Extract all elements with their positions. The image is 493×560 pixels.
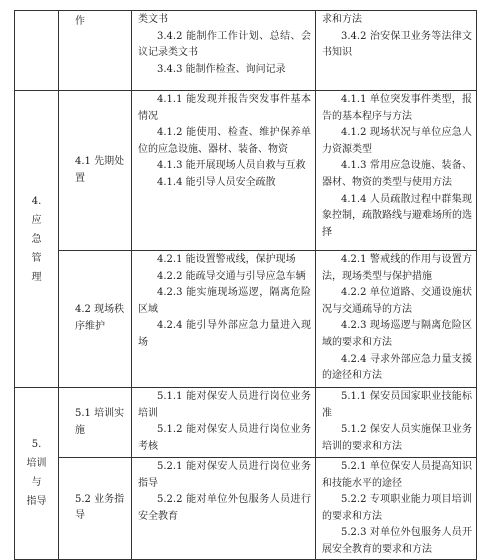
knowledge-requirements-cell	[316, 458, 477, 560]
function-cell-emergency-management	[15, 91, 59, 388]
knowledge-item: 4.2.2 单位道路、交通设施状况与交通疏导的方法	[322, 287, 472, 315]
work-content-cell	[59, 91, 132, 251]
skill-item: 4.2.4 能引导外部应急力量进入现场	[138, 320, 311, 348]
function-cell	[15, 11, 59, 91]
work-content-label: 4.1 先期处置	[75, 155, 125, 184]
skill-item: 3.4.3 能制作检查、询问记录	[157, 63, 286, 75]
skill-requirements-cell	[132, 458, 316, 560]
knowledge-item: 3.4.2 治安保卫业务等法律文书知识	[322, 30, 472, 59]
work-content-label: 5.2 业务指导	[75, 493, 125, 522]
skill-item: 5.1.2 能对保安人员进行岗位业务考核	[138, 424, 311, 452]
skill-item: 5.2.1 能对保安人员进行岗位业务指导	[138, 461, 311, 489]
skill-item: 4.2.1 能设置警戒线，保护现场	[157, 254, 296, 265]
skill-requirements-cell	[132, 251, 316, 388]
skill-requirements-cell	[132, 11, 316, 91]
knowledge-requirements-cell	[316, 388, 477, 458]
table-row	[15, 91, 477, 251]
table-row	[15, 251, 477, 388]
knowledge-item: 求和方法	[322, 14, 362, 25]
knowledge-item: 4.2.4 寻求外部应急力量支援的途径和方法	[322, 353, 472, 382]
skill-requirements-cell	[132, 388, 316, 458]
skill-item: 4.1.1 能发现并报告突发事件基本情况	[138, 94, 311, 122]
skill-item: 3.4.2 能制作工作计划、总结、会议记录类文书	[138, 30, 311, 59]
skill-item: 4.1.3 能开展现场人员自救与互救	[157, 160, 306, 172]
skill-requirements-table	[14, 10, 477, 560]
work-content-label: 作	[75, 16, 85, 27]
skill-item: 4.1.2 能使用、检查、维护保养单位的应急设施、器材、装备、物资	[138, 127, 311, 155]
table-row	[15, 11, 477, 91]
knowledge-item: 5.2.2 专项职业能力项目培训的要求和方法	[322, 494, 472, 522]
skill-item: 4.2.2 能疏导交通与引导应急车辆	[157, 270, 306, 282]
skill-item: 5.1.1 能对保安人员进行岗位业务培训	[138, 391, 311, 419]
knowledge-item: 5.2.1 单位保安人员提高知识和技能水平的途径	[322, 461, 472, 489]
skill-item: 5.2.2 能对单位外包服务人员进行安全教育	[138, 494, 311, 522]
knowledge-item: 4.2.1 警戒线的作用与设置方法，现场类型与保护措施	[322, 254, 472, 282]
function-label: 5. 培训 与 指导	[26, 439, 47, 508]
knowledge-item: 4.1.1 单位突发事件类型，报告的基本程序与方法	[322, 94, 472, 122]
knowledge-item: 4.1.2 现场状况与单位应急人力资源类型	[322, 127, 472, 155]
knowledge-item: 4.2.3 现场巡逻与隔离危险区域的要求和方法	[322, 320, 472, 348]
knowledge-item: 5.2.3 对单位外包服务人员开展安全教育的要求和方法	[322, 527, 472, 555]
knowledge-item: 4.1.4 人员疏散过程中群集现象控制，疏散路线与避难场所的选择	[322, 193, 472, 238]
work-content-label: 5.1 培训实施	[75, 407, 125, 436]
knowledge-item: 5.1.1 保安员国家职业技能标准	[322, 391, 472, 419]
knowledge-requirements-cell	[316, 11, 477, 91]
knowledge-requirements-cell	[316, 91, 477, 251]
work-content-label: 4.2 现场秩序维护	[75, 304, 125, 332]
knowledge-requirements-cell	[316, 251, 477, 388]
work-content-cell	[59, 251, 132, 388]
skill-requirements-cell	[132, 91, 316, 251]
skill-item: 类文书	[138, 14, 168, 25]
work-content-cell	[59, 458, 132, 560]
table-row	[15, 388, 477, 458]
work-content-cell	[59, 11, 132, 91]
table-row	[15, 458, 477, 560]
skill-item: 4.2.3 能实施现场巡逻，隔离危险区域	[138, 287, 311, 315]
function-label: 4. 应 急 管 理	[31, 195, 42, 283]
work-content-cell	[59, 388, 132, 458]
function-cell-training-guidance	[15, 388, 59, 560]
knowledge-item: 4.1.3 常用应急设施、装备、器材、物资的类型与使用方法	[322, 160, 472, 188]
knowledge-item: 5.1.2 保安人员实施保卫业务培训的要求和方法	[322, 424, 472, 452]
skill-item: 4.1.4 能引导人员安全疏散	[157, 176, 276, 188]
